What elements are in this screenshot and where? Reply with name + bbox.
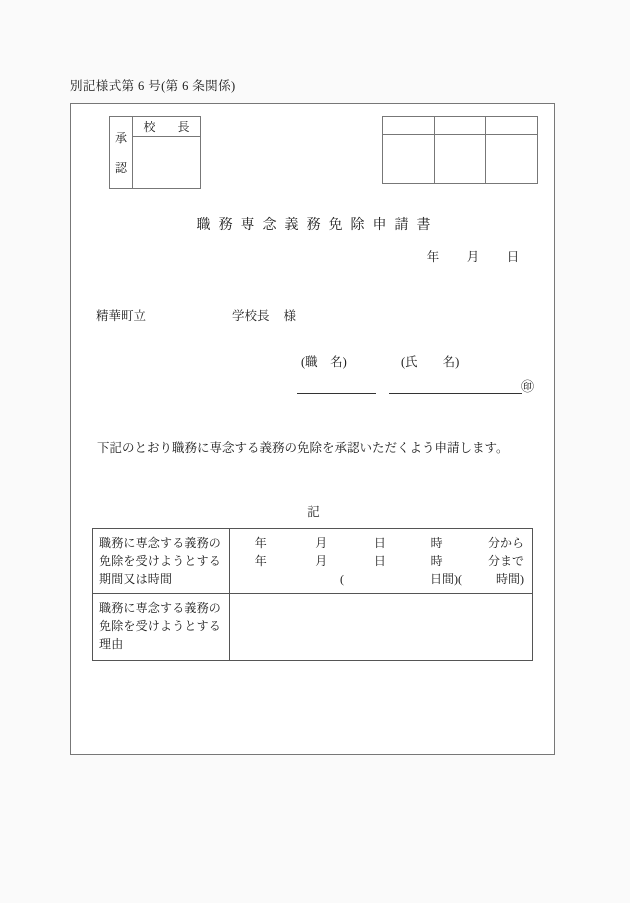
end-month-label: 月 — [315, 554, 328, 568]
start-day-label: 日 — [373, 536, 386, 550]
end-year-label: 年 — [254, 554, 267, 568]
request-statement: 下記のとおり職務に専念する義務の免除を承認いただくよう申請します。 — [97, 441, 509, 455]
approval-table — [109, 116, 201, 189]
period-total-row — [230, 570, 524, 588]
reason-label-line-1: 職務に専念する義務の — [99, 601, 222, 615]
approval-signature-field[interactable] — [133, 137, 201, 189]
addressee-municipality: 精華町立 — [96, 309, 147, 323]
document-title: 職務専念義務免除申請書 — [196, 218, 439, 233]
application-date-line — [71, 247, 556, 265]
end-minute-label: 分まで — [487, 554, 524, 568]
date-day-label: 日 — [506, 250, 520, 264]
reason-label-line-3: 理由 — [99, 637, 124, 651]
stamp-cell[interactable] — [486, 117, 538, 135]
reason-label-cell — [93, 594, 230, 661]
period-end-row — [230, 552, 524, 570]
table-row — [93, 594, 533, 661]
start-month-label: 月 — [315, 536, 328, 550]
period-start-row — [230, 534, 524, 552]
approval-label-cell — [110, 117, 133, 189]
total-days-label: 日間)( — [430, 572, 462, 586]
addressee-school-head: 学校長 — [232, 309, 270, 323]
period-label-cell — [93, 529, 230, 594]
addressee-honorific: 様 — [283, 309, 297, 323]
date-month-label: 月 — [466, 250, 480, 264]
period-label-line-1: 職務に専念する義務の — [99, 536, 222, 550]
total-hours-label: 時間) — [496, 572, 524, 586]
period-label-line-3: 期間又は時間 — [99, 572, 173, 586]
start-year-label: 年 — [254, 536, 267, 550]
stamp-cell[interactable] — [434, 135, 486, 184]
stamp-grid-row — [383, 135, 538, 184]
end-day-label: 日 — [373, 554, 386, 568]
period-label-line-2: 免除を受けようとする — [99, 554, 222, 568]
signature-labels — [301, 352, 459, 370]
approval-char-top: 承 — [114, 130, 127, 145]
stamp-cell[interactable] — [383, 117, 435, 135]
table-row — [93, 529, 533, 594]
stamp-cell[interactable] — [486, 135, 538, 184]
person-name-label: (氏 名) — [401, 355, 460, 369]
period-grid — [230, 529, 532, 593]
reason-label-line-2: 免除を受けようとする — [99, 619, 222, 633]
approval-header-principal: 校 長 — [133, 117, 201, 137]
post-name-label: (職 名) — [301, 355, 347, 369]
reason-content-cell[interactable] — [230, 594, 533, 661]
approval-char-bottom: 認 — [114, 160, 127, 175]
post-name-input[interactable] — [297, 393, 376, 394]
ki-marker: 記 — [307, 505, 320, 519]
total-spacer — [276, 570, 340, 588]
form-code-label: 別記様式第 6 号(第 6 条関係) — [70, 79, 236, 93]
start-minute-label: 分から — [487, 536, 524, 550]
person-name-input[interactable] — [389, 393, 522, 394]
start-hour-label: 時 — [430, 536, 443, 550]
stamp-cell[interactable] — [434, 117, 486, 135]
stamp-cell[interactable] — [383, 135, 435, 184]
page-frame — [70, 103, 555, 755]
details-table — [92, 528, 533, 661]
period-content-cell[interactable] — [230, 529, 533, 594]
stamp-grid — [382, 116, 538, 184]
seal-icon: ㊞ — [521, 379, 535, 394]
addressee-line — [96, 306, 296, 324]
stamp-grid-row — [383, 117, 538, 135]
date-year-label: 年 — [426, 250, 440, 264]
total-open-paren: ( — [340, 572, 344, 586]
signature-lines — [297, 379, 557, 399]
end-hour-label: 時 — [430, 554, 443, 568]
